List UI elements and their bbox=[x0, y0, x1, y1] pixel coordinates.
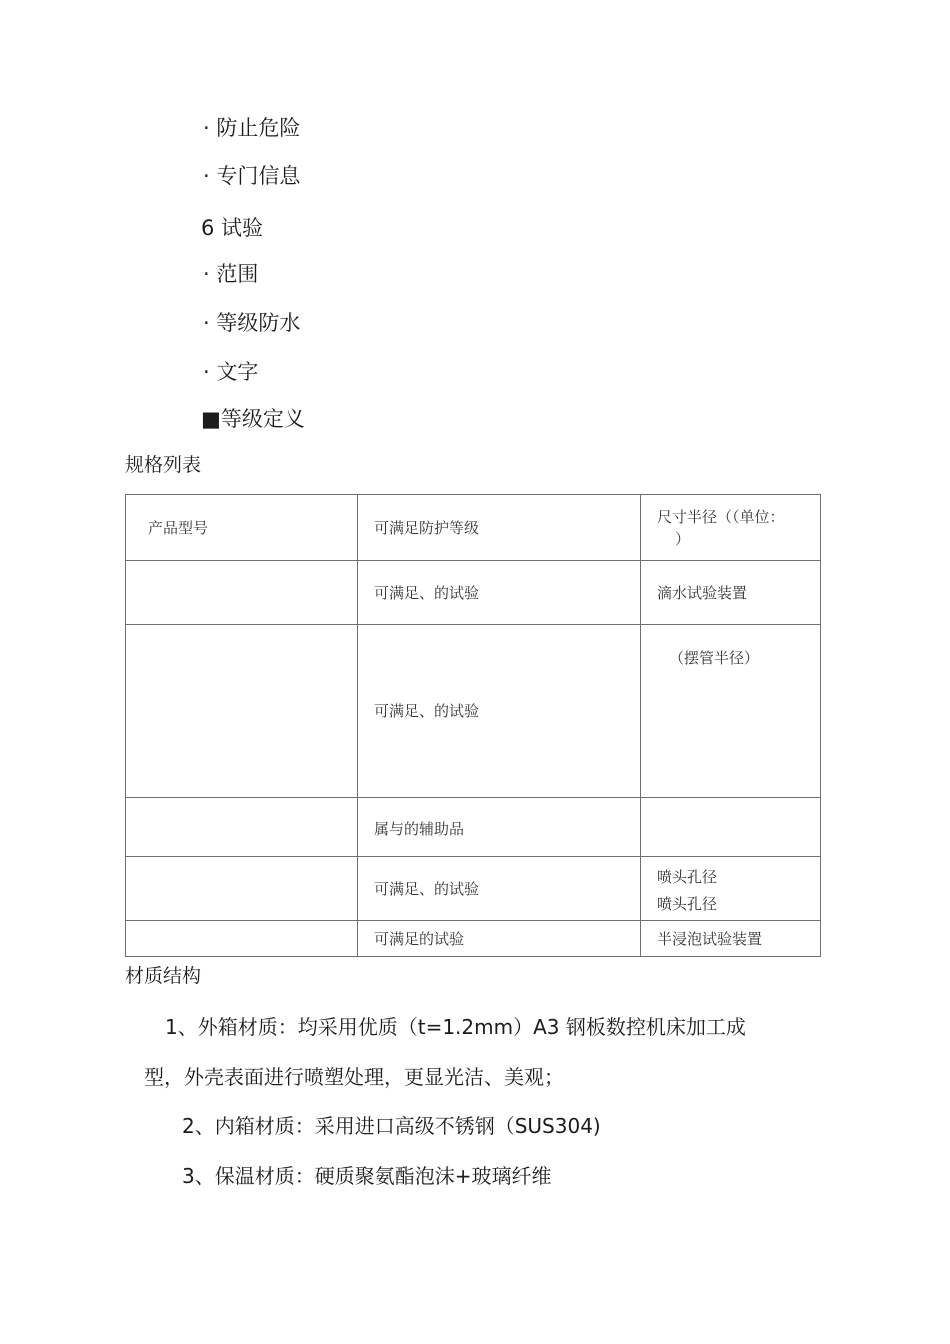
table-cell-grade: 属与的辅助品 bbox=[358, 798, 641, 857]
header-size-radius-line1: 尺寸半径（（单位： bbox=[657, 507, 785, 526]
table-row bbox=[126, 625, 821, 798]
header-protection-grade: 可满足防护等级 bbox=[358, 495, 641, 561]
material-paragraph-3: 3、保温材质：硬质聚氨酯泡沫+玻璃纤维 bbox=[182, 1164, 552, 1188]
header-size-radius bbox=[641, 495, 821, 561]
list-item-scope: · 范围 bbox=[203, 262, 259, 286]
header-product-model: 产品型号 bbox=[126, 495, 358, 561]
table-cell-size bbox=[641, 798, 821, 857]
spec-table-title: 规格列表 bbox=[125, 454, 202, 476]
table-row bbox=[126, 857, 821, 921]
table-cell-model bbox=[126, 798, 358, 857]
table-row bbox=[126, 921, 821, 957]
table-cell-model bbox=[126, 921, 358, 957]
table-header-row bbox=[126, 495, 821, 561]
section-heading-test: 6 试验 bbox=[201, 216, 264, 240]
table-cell-grade: 可满足的试验 bbox=[358, 921, 641, 957]
list-item-grade-definition: ■等级定义 bbox=[201, 407, 305, 431]
table-cell-grade: 可满足、的试验 bbox=[358, 857, 641, 921]
table-row bbox=[126, 561, 821, 625]
table-cell-model bbox=[126, 625, 358, 798]
table-cell-model bbox=[126, 857, 358, 921]
table-cell-size: （摆管半径） bbox=[641, 625, 821, 798]
list-item-prevent-danger: · 防止危险 bbox=[203, 116, 301, 140]
table-cell-size-line1: 喷头孔径 bbox=[657, 867, 718, 886]
header-size-radius-line2: ） bbox=[675, 529, 691, 548]
list-item-text: · 文字 bbox=[203, 360, 259, 384]
table-cell-size: 半浸泡试验装置 bbox=[641, 921, 821, 957]
table-cell-grade: 可满足、的试验 bbox=[358, 625, 641, 798]
spec-table bbox=[125, 494, 821, 957]
material-paragraph-2: 2、内箱材质：采用进口高级不锈钢（SUS304) bbox=[182, 1114, 601, 1138]
table-row bbox=[126, 798, 821, 857]
list-item-special-info: · 专门信息 bbox=[203, 164, 301, 188]
table-cell-grade: 可满足、的试验 bbox=[358, 561, 641, 625]
list-item-waterproof-grade: · 等级防水 bbox=[203, 311, 301, 335]
table-cell-size-line2: 喷头孔径 bbox=[657, 894, 718, 913]
table-cell-model bbox=[126, 561, 358, 625]
material-paragraph-1-line2: 型，外壳表面进行喷塑处理，更显光洁、美观； bbox=[144, 1065, 564, 1089]
material-paragraph-1-line1: 1、外箱材质：均采用优质（t=1.2mm）A3 钢板数控机床加工成 bbox=[165, 1015, 746, 1039]
table-cell-size bbox=[641, 857, 821, 921]
table-cell-size: 滴水试验装置 bbox=[641, 561, 821, 625]
material-section-title: 材质结构 bbox=[125, 965, 202, 987]
